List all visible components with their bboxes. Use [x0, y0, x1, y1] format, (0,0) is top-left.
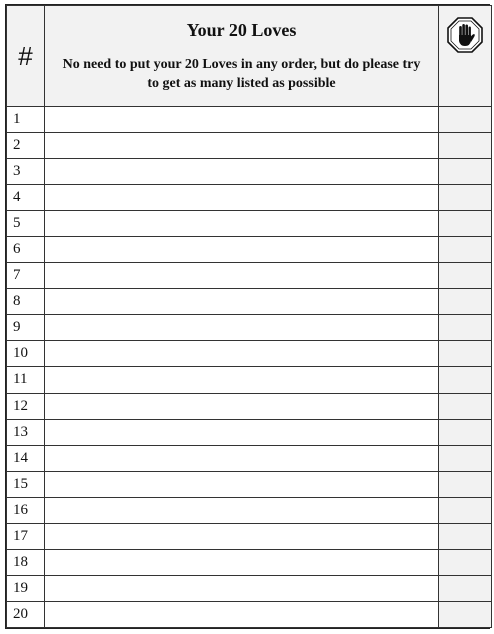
love-entry-field[interactable]	[45, 497, 439, 523]
side-check-cell[interactable]	[439, 419, 492, 445]
love-row	[7, 211, 492, 237]
row-number: 17	[7, 523, 45, 549]
love-entry-field[interactable]	[45, 367, 439, 393]
side-check-cell[interactable]	[439, 575, 492, 601]
row-number: 8	[7, 289, 45, 315]
love-row	[7, 523, 492, 549]
row-number: 14	[7, 445, 45, 471]
love-row	[7, 341, 492, 367]
love-entry-field[interactable]	[45, 575, 439, 601]
row-number: 13	[7, 419, 45, 445]
side-check-cell[interactable]	[439, 497, 492, 523]
row-number: 18	[7, 549, 45, 575]
love-row	[7, 159, 492, 185]
love-entry-field[interactable]	[45, 341, 439, 367]
row-number: 7	[7, 263, 45, 289]
side-check-cell[interactable]	[439, 549, 492, 575]
title-cell	[45, 6, 439, 107]
side-check-cell[interactable]	[439, 393, 492, 419]
row-number: 6	[7, 237, 45, 263]
side-check-cell[interactable]	[439, 107, 492, 133]
header-row	[7, 6, 492, 107]
love-entry-field[interactable]	[45, 263, 439, 289]
love-entry-field[interactable]	[45, 393, 439, 419]
loves-worksheet	[5, 4, 490, 629]
row-number: 9	[7, 315, 45, 341]
love-entry-field[interactable]	[45, 445, 439, 471]
side-check-cell[interactable]	[439, 445, 492, 471]
love-entry-field[interactable]	[45, 133, 439, 159]
side-check-cell[interactable]	[439, 263, 492, 289]
love-entry-field[interactable]	[45, 289, 439, 315]
love-row	[7, 185, 492, 211]
row-number: 16	[7, 497, 45, 523]
side-check-cell[interactable]	[439, 601, 492, 627]
love-entry-field[interactable]	[45, 523, 439, 549]
love-entry-field[interactable]	[45, 471, 439, 497]
side-check-cell[interactable]	[439, 341, 492, 367]
love-entry-field[interactable]	[45, 549, 439, 575]
love-row	[7, 237, 492, 263]
loves-table	[6, 5, 492, 628]
side-check-cell[interactable]	[439, 289, 492, 315]
love-row	[7, 263, 492, 289]
love-row	[7, 289, 492, 315]
row-number: 19	[7, 575, 45, 601]
love-row	[7, 133, 492, 159]
row-number: 11	[7, 367, 45, 393]
number-column-header: #	[7, 6, 45, 107]
love-row	[7, 107, 492, 133]
side-check-cell[interactable]	[439, 159, 492, 185]
love-row	[7, 497, 492, 523]
row-number: 5	[7, 211, 45, 237]
side-check-cell[interactable]	[439, 471, 492, 497]
love-entry-field[interactable]	[45, 237, 439, 263]
row-number: 2	[7, 133, 45, 159]
love-row	[7, 393, 492, 419]
love-row	[7, 549, 492, 575]
row-number: 4	[7, 185, 45, 211]
side-check-cell[interactable]	[439, 185, 492, 211]
love-row	[7, 445, 492, 471]
row-number: 12	[7, 393, 45, 419]
love-entry-field[interactable]	[45, 419, 439, 445]
stop-icon-cell	[439, 6, 492, 107]
love-entry-field[interactable]	[45, 211, 439, 237]
love-entry-field[interactable]	[45, 159, 439, 185]
side-check-cell[interactable]	[439, 133, 492, 159]
side-check-cell[interactable]	[439, 211, 492, 237]
side-check-cell[interactable]	[439, 237, 492, 263]
love-row	[7, 471, 492, 497]
loves-list	[7, 107, 492, 628]
love-row	[7, 367, 492, 393]
love-entry-field[interactable]	[45, 185, 439, 211]
side-check-cell[interactable]	[439, 367, 492, 393]
instructions-text: No need to put your 20 Loves in any order, but do please try to get as many listed as possible	[62, 57, 421, 91]
page-title: Your 20 Loves	[186, 20, 297, 40]
love-row	[7, 601, 492, 627]
love-row	[7, 419, 492, 445]
love-row	[7, 575, 492, 601]
love-entry-field[interactable]	[45, 601, 439, 627]
love-row	[7, 315, 492, 341]
row-number: 10	[7, 341, 45, 367]
row-number: 1	[7, 107, 45, 133]
side-check-cell[interactable]	[439, 523, 492, 549]
row-number: 15	[7, 471, 45, 497]
stop-hand-icon	[446, 16, 484, 54]
row-number: 3	[7, 159, 45, 185]
love-entry-field[interactable]	[45, 107, 439, 133]
love-entry-field[interactable]	[45, 315, 439, 341]
row-number: 20	[7, 601, 45, 627]
side-check-cell[interactable]	[439, 315, 492, 341]
